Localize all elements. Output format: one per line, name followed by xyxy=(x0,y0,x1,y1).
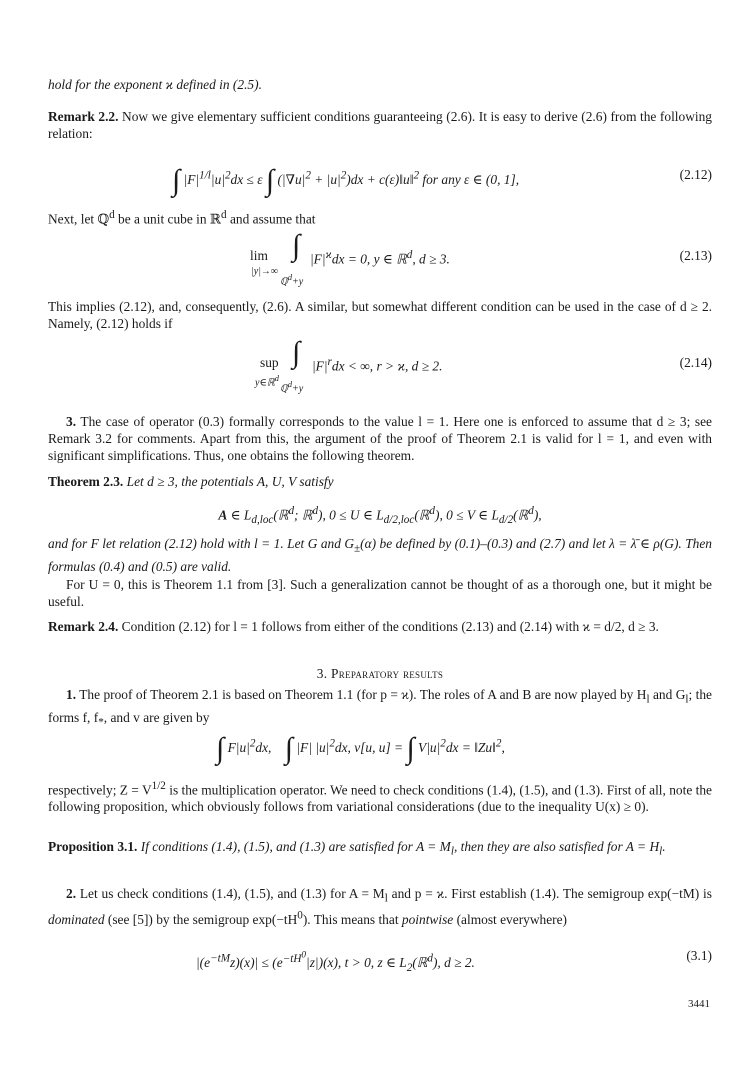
equation-2-12 xyxy=(48,164,712,197)
remark-text: Condition (2.12) for l = 1 follows from either of the conditions (2.13) and (2.14) with ϰ = d/2, d ≥ 3. xyxy=(121,619,659,634)
equation-body: $|F|^rdx$ < ∞, r > ϰ, d ≥ 2. xyxy=(312,356,443,374)
equation-number: (2.12) xyxy=(679,167,712,182)
paragraph-3 xyxy=(48,413,712,464)
equation-number: (2.13) xyxy=(679,248,712,263)
equation-body: ∫ $|F|^{1/l}|u|^2dx \le \varepsilon$ ∫ $(|\nabla u|^2 + |u|^2)dx$ + c(ε)‖u‖$^2$ for any ε ∈ (0, 1], xyxy=(172,164,520,197)
integral-subscript: ℚ$^d$+y xyxy=(280,380,304,395)
equation-body: $|F|^ϰdx = 0$, y ∈ ℝ$^d$, d ≥ 3. xyxy=(310,249,450,267)
integral-subscript: ℚ$^d$+y xyxy=(280,273,304,288)
equation-body: ∫ $F|u|^2dx$, ∫ |F| $|u|^2dx$, v[u, u] = ∫ $V|u|^2dx$ = ‖Zu‖$^2$, xyxy=(216,732,505,765)
theorem-equation: A ∈ $L_{d,loc}(ℝ^d$; ℝ$^d$), 0 ≤ U ∈ $L_{d/2,loc}(ℝ^d)$, 0 ≤ V ∈ $L_{d/2}(ℝ^d)$, xyxy=(218,505,542,527)
theorem-continuation: and for F let relation (2.12) hold with l = 1. Let G and $G_\pm(\alpha)$ be defined by (0.1)–(0.3) and (2.7) and let λ = λ̄ ∈ ρ(G). Then formulas (0.4) and (0.5) are valid. xyxy=(48,536,712,574)
paragraph-3-1 xyxy=(48,686,712,731)
remark-2-4 xyxy=(48,618,712,635)
remark-text: Now we give elementary sufficient conditions guaranteeing (2.6). It is easy to derive (2.6) from the following relation: xyxy=(48,109,712,141)
theorem-2-3 xyxy=(48,473,712,490)
equation-2-13: lim |y|→∞ ∫ ℚ$^d$+y $|F|^ϰdx = 0$, y ∈ ℝ$^d$, d ≥ 3. (2.13) xyxy=(48,245,712,279)
section-title: 3. Preparatory results xyxy=(316,666,444,681)
theorem-text: Let d ≥ 3, the potentials A, U, V satisfy xyxy=(126,474,334,489)
remark-label: Remark 2.4. xyxy=(48,619,119,634)
theorem-label: Theorem 2.3. xyxy=(48,474,124,489)
paragraph-text: Let us check conditions (1.4), (1.5), and (1.3) for $A = M_l$ and p = ϰ. First establish (1.4). The semigroup exp(−tM) is dominated (see [5]) by the semigroup $\exp(-tH^0)$. This means that pointwise (almost everywhere) xyxy=(48,886,712,928)
paragraph-label: 1. xyxy=(66,687,77,702)
proposition-label: Proposition 3.1. xyxy=(48,839,138,854)
text-line: Next, let ℚ$^d$ be a unit cube in ℝ$^d$ and assume that xyxy=(48,209,316,227)
sup-operator: sup xyxy=(260,355,279,370)
page-number: 3441 xyxy=(688,998,710,1010)
equation-2-14: sup y∈ℝ$^d$ ∫ ℚ$^d$+y $|F|^rdx$ < ∞, r > ϰ, d ≥ 2. (2.14) xyxy=(48,352,712,386)
text-paragraph: For U = 0, this is Theorem 1.1 from [3]. Such a generalization cannot be thought of as a thorough one, but it might be useful. xyxy=(48,577,712,609)
equation-forms xyxy=(48,732,712,765)
paragraph-3-2 xyxy=(48,885,712,928)
limit-subscript: |y|→∞ xyxy=(251,266,279,277)
limit-operator: lim xyxy=(250,248,268,263)
paragraph-text: The proof of Theorem 2.1 is based on Theorem 1.1 (for p = ϰ). The roles of A and B are now played by $H_l$ and $G_l$; the forms f, $f_*$, and v are given by xyxy=(48,687,713,729)
proposition-3-1 xyxy=(48,838,712,861)
equation-3-1 xyxy=(48,947,712,974)
sup-subscript: y∈ℝ$^d$ xyxy=(255,374,279,389)
text-line: hold for the exponent ϰ defined in (2.5). xyxy=(48,77,262,92)
remark-label: Remark 2.2. xyxy=(48,109,119,124)
proposition-text: If conditions (1.4), (1.5), and (1.3) are satisfied for $A = M_l$, then they are also satisfied for $A = H_l$. xyxy=(140,839,666,858)
text-paragraph: respectively; $Z = V^{1/2}$ is the multiplication operator. We need to check conditions (1.4), (1.5), and (1.3). First of all, note the following proposition, which obviously follows from variational considerations (due to the inequality U(x) ≥ 0). xyxy=(48,780,712,815)
text-line: This implies (2.12), and, consequently, (2.6). A similar, but somewhat different condition can be used in the case of d ≥ 2. Namely, (2.12) holds if xyxy=(48,299,712,331)
equation-body: $|(e^{-tM}z)(x)| \le (e^{-tH^0}|z|)(x)$, t > 0, z ∈ $L_2(ℝ^d)$, d ≥ 2. xyxy=(196,950,475,974)
remark-2-2 xyxy=(48,108,712,142)
equation-number: (2.14) xyxy=(679,355,712,370)
paragraph-label: 3. xyxy=(66,414,77,429)
equation-number: (3.1) xyxy=(686,948,712,963)
paragraph-label: 2. xyxy=(66,886,77,901)
paragraph-text: The case of operator (0.3) formally corresponds to the value l = 1. Here one is enforced to assume that d ≥ 3; see Remark 3.2 for comments. Apart from this, the argument of the proof of Theorem 2.1 is valid for l = 1, and even with significant simplifications. Thus, one obtains the following theorem. xyxy=(48,414,712,463)
